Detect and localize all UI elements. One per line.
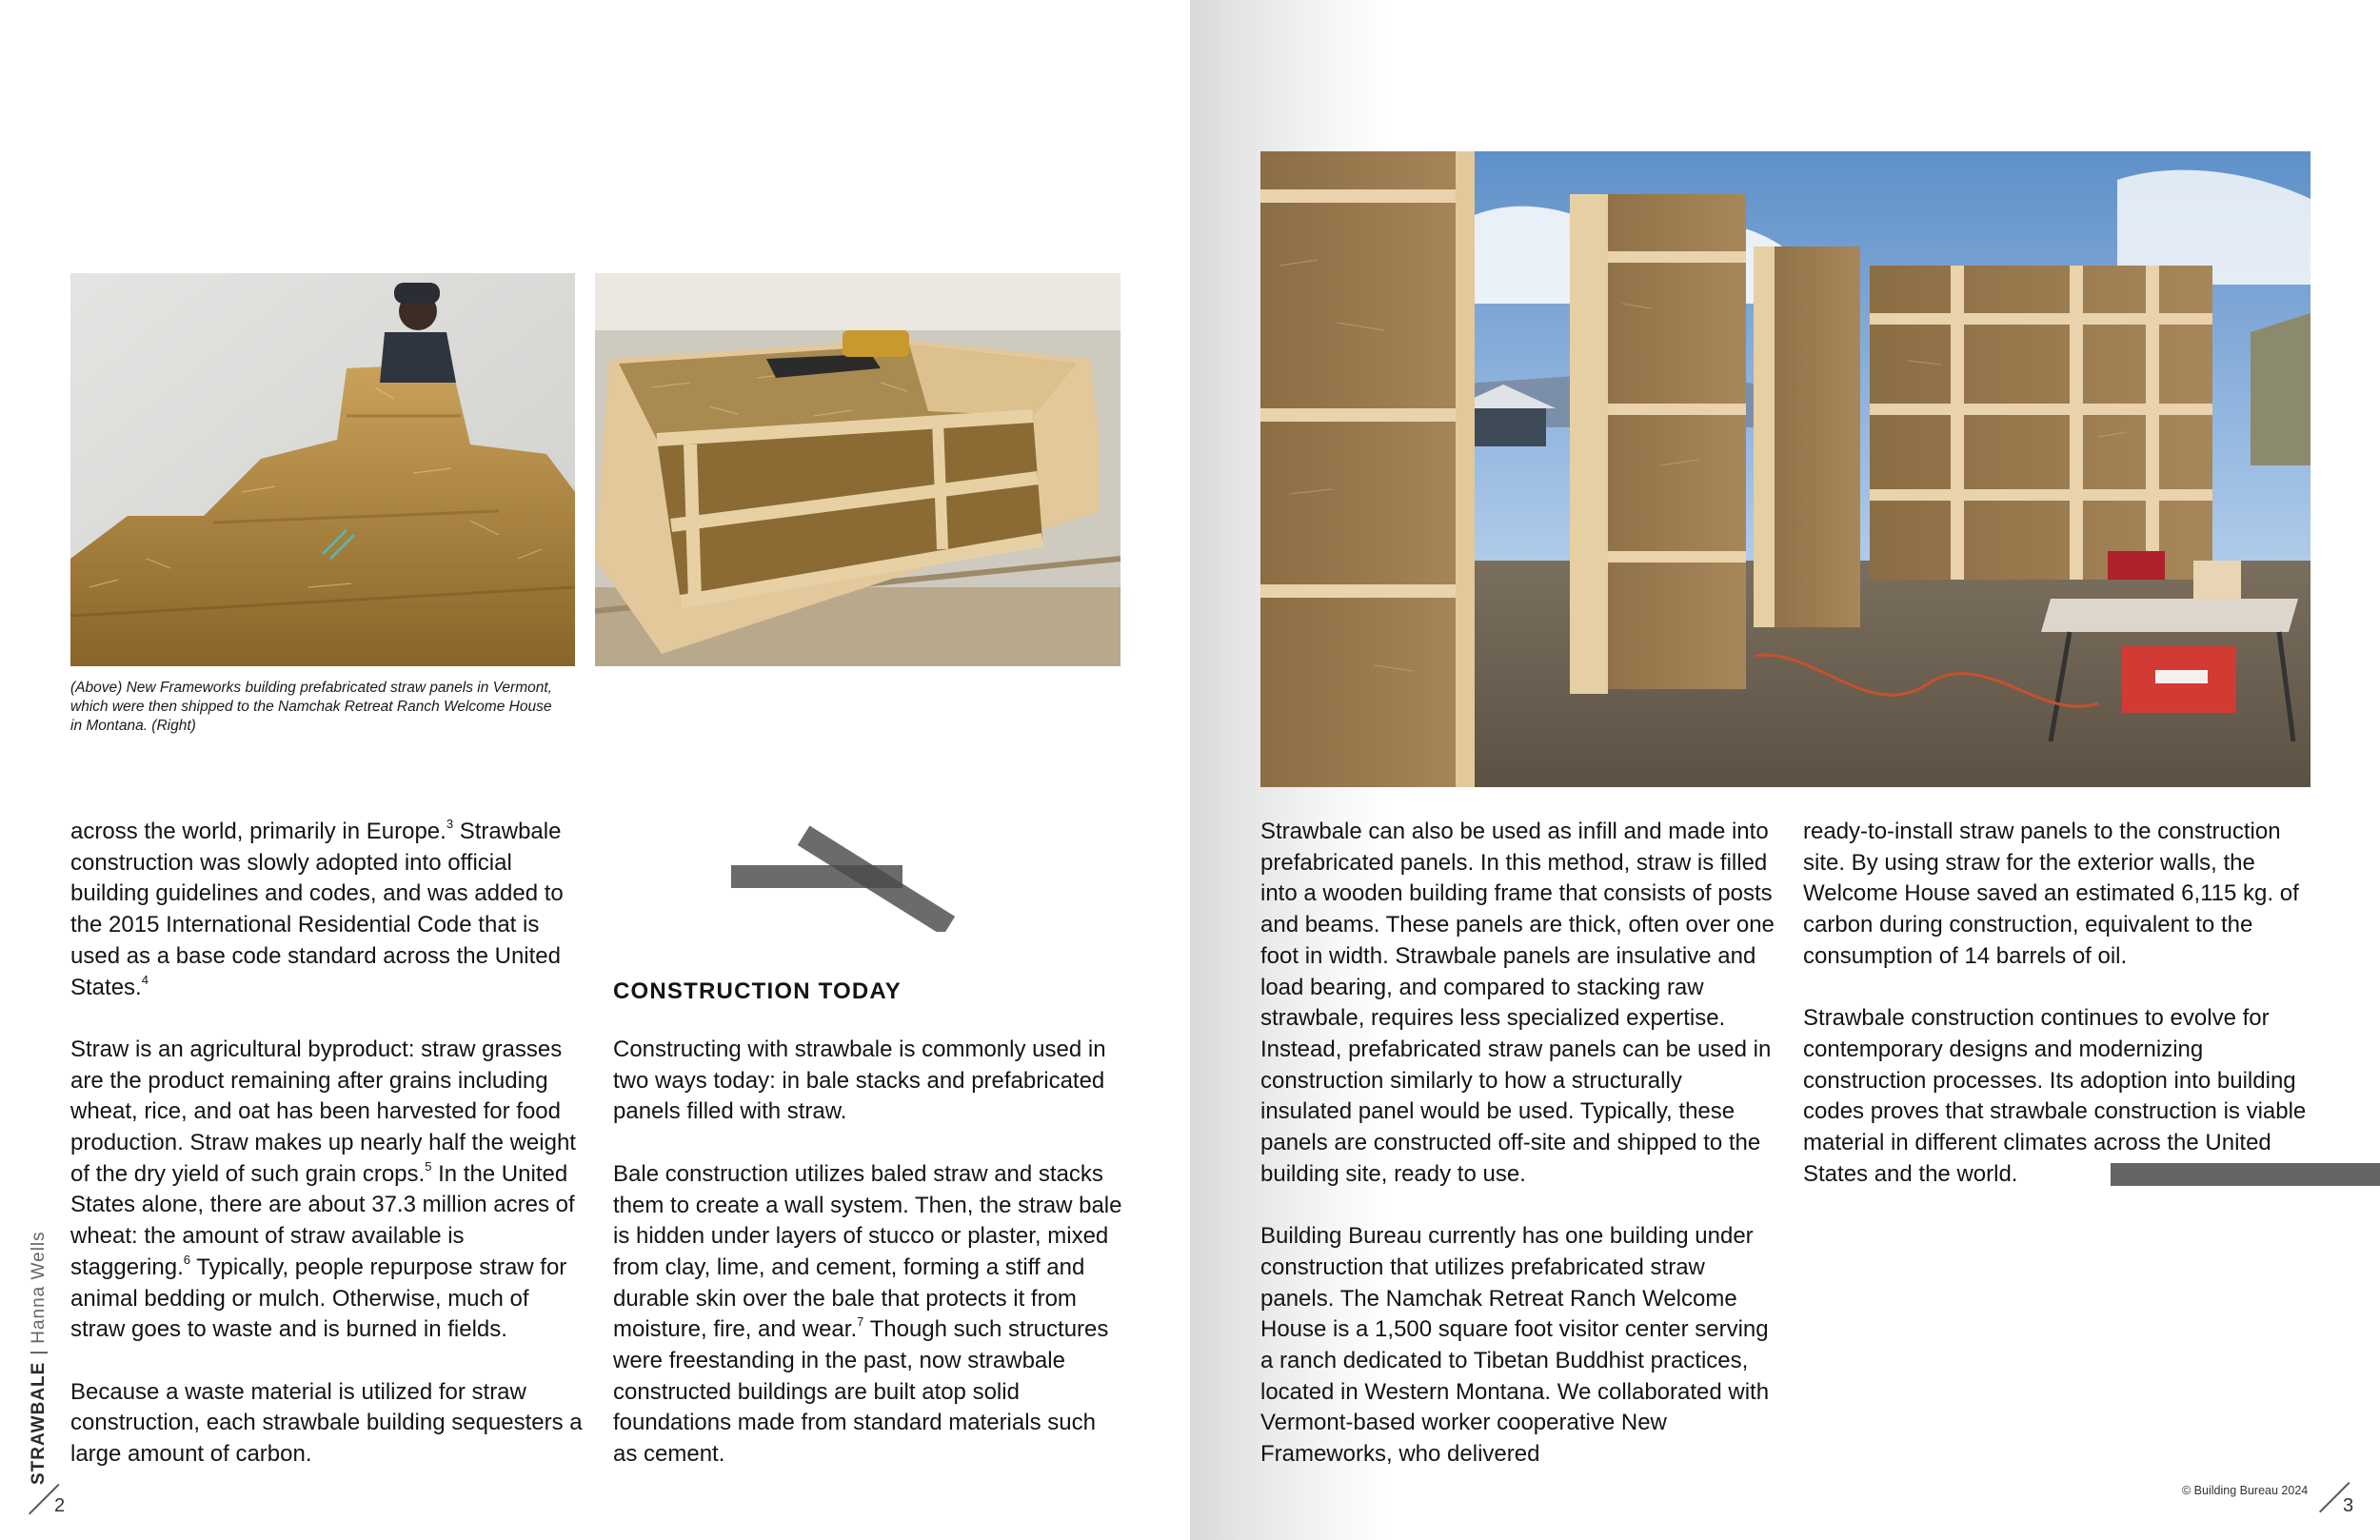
paragraph: Strawbale can also be used as infill and made into prefabricated panels. In this method, straw is filled into a wooden building frame that consists of posts and beams. These panels are thick, often over one foot in width. Strawbale panels are insulative and load bearing, and compared to stacking raw strawbale, requires less specialized expertise. Instead, prefabricated straw panels can be used in construction similarly to how a structurally insulated panel would be used. Typically, these panels are constructed off-site and shipped to the building site, ready to use. bbox=[1260, 819, 1775, 1187]
paragraph: ready-to-install straw panels to the construction site. By using straw for the exterior walls, the Welcome House saved an estimated 6,115 kg. of carbon during construction, equivalent to the consumption of 14 barrels of oil. bbox=[1803, 819, 2299, 969]
photo-worker-straw-bales bbox=[70, 273, 575, 666]
paragraph: Strawbale construction continues to evolve for contemporary designs and modernizing construction processes. Its adoption into building codes proves that strawbale construction is viable material in different climates across the United States and the world. bbox=[1803, 1005, 2307, 1187]
page-number-right: 3 bbox=[2343, 1495, 2354, 1516]
copyright: © Building Bureau 2024 bbox=[2182, 1484, 2309, 1497]
paragraph: Building Bureau currently has one building under construction that utilizes prefabricated straw panels. The Namchak Retreat Ranch Welcome House is a 1,500 square foot visitor center serving a ranch dedicated to Tibetan Buddhist practices, located in Western Montana. We collaborated with Vermont-based worker cooperative New Frameworks, who delivered bbox=[1260, 1223, 1770, 1468]
section-title: STRAWBALE bbox=[29, 1361, 49, 1485]
right-column-2 bbox=[1803, 817, 2317, 1190]
paragraph: Because a waste material is utilized for straw construction, each strawbale building sequesters a large amount of carbon. bbox=[70, 1378, 583, 1468]
photo-prefab-panel-table bbox=[595, 273, 1121, 666]
left-column-2 bbox=[613, 1035, 1123, 1471]
section-heading: CONSTRUCTION TODAY bbox=[613, 978, 902, 1004]
author-name: Hanna Wells bbox=[29, 1231, 49, 1344]
left-column-1 bbox=[70, 817, 585, 1471]
separator: | bbox=[29, 1350, 49, 1355]
paragraph: Constructing with strawbale is commonly used in two ways today: in bale stacks and prefabricated panels filled with straw. bbox=[613, 1037, 1106, 1125]
paragraph: Straw is an agricultural byproduct: straw grasses are the product remaining after grains including wheat, rice, and oat has been harvested for food production. Straw makes up nearly half the weight of the dry yield of such grain crops.$^5$ In the United States alone, there are about 37.3 million acres of wheat: the amount of straw available is staggering.$^6$ Typically, people repurpose straw for animal bedding or mulch. Otherwise, much of straw goes to waste and is burned in fields. bbox=[70, 1036, 576, 1343]
photo-caption: (Above) New Frameworks building prefabricated straw panels in Vermont, which were then shipped to the Namchak Retreat Ranch Welcome House in Montana. (Right) bbox=[70, 680, 552, 734]
paragraph: Bale construction utilizes baled straw and stacks them to create a wall system. Then, the straw bale is hidden under layers of stucco or plaster, mixed from clay, lime, and cement, forming a stiff and durable skin over the bale that protects it from moisture, fire, and wear.$^7$ Though such structures were freestanding in the past, now strawbale constructed buildings are built atop solid foundations made from standard materials such as cement. bbox=[613, 1160, 1122, 1468]
photo-welcome-house-site bbox=[1260, 151, 2311, 787]
page-number-left: 2 bbox=[54, 1495, 66, 1516]
paragraph: across the world, primarily in Europe.$^3$ Strawbale construction was slowly adopted into official building guidelines and codes, and was added to the 2015 International Residential Code that is used as a base code standard across the United States.$^4$ bbox=[70, 817, 564, 1000]
decorative-crossed-bars bbox=[728, 825, 978, 932]
running-header-sidebar bbox=[25, 1199, 53, 1485]
right-column-1 bbox=[1260, 817, 1778, 1471]
